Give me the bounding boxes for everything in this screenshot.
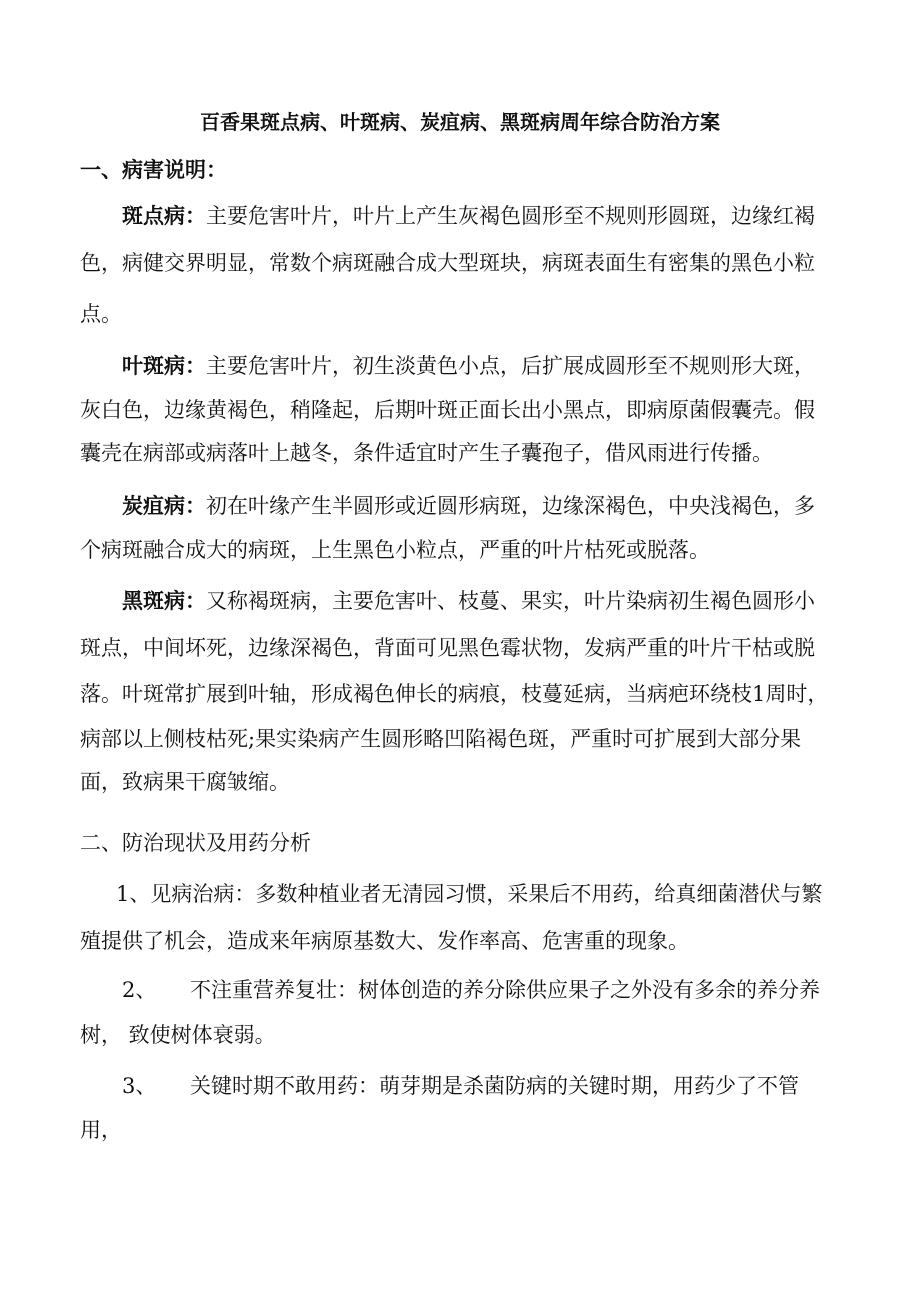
- paragraph-line: 病部以上侧枝枯死;果实染病产生圆形略凹陷褐色斑，严重时可扩展到大部分果: [80, 727, 802, 751]
- list-item-line: 树， 致使树体衰弱。: [80, 1023, 276, 1047]
- document-title: 百香果斑点病、叶斑病、炭疽病、黑斑病周年综合防治方案: [200, 110, 720, 134]
- paragraph-line: [122, 588, 815, 614]
- paragraph-line: 落。叶斑常扩展到叶轴，形成褐色伸长的病痕，枝蔓延病，当病疤环绕枝1周时，: [80, 682, 829, 706]
- list-item-line: [122, 1073, 799, 1099]
- paragraph-line: 斑点，中间坏死，边缘深褐色，背面可见黑色霉状物，发病严重的叶片干枯或脱: [80, 636, 815, 660]
- paragraph-line: 个病斑融合成大的病斑，上生黑色小粒点，严重的叶片枯死或脱落。: [80, 538, 710, 562]
- paragraph-line: [122, 353, 815, 379]
- line-text: 初在叶缘产生半圆形或近圆形病斑，边缘深褐色，中央浅褐色，多: [206, 494, 815, 518]
- section-1-heading: 一、病害说明：: [80, 157, 227, 182]
- list-item-line: [116, 881, 822, 907]
- list-number: 2、: [122, 978, 157, 1002]
- term-label: 炭疽病：: [122, 493, 206, 518]
- paragraph-line: 灰白色，边缘黄褐色，稍隆起，后期叶斑正面长出小黑点，即病原菌假囊壳。假: [80, 398, 815, 422]
- line-text: 主要危害叶片，初生淡黄色小点，后扩展成圆形至不规则形大斑，: [206, 354, 815, 378]
- paragraph-line: 囊壳在病部或病落叶上越冬，条件适宜时产生子囊孢子，借风雨进行传播。: [80, 441, 773, 465]
- line-text: 关键时期不敢用药：萌芽期是杀菌防病的关键时期，用药少了不管: [190, 1074, 799, 1098]
- list-item-line: 殖提供了机会，造成来年病原基数大、发作率高、危害重的现象。: [80, 929, 689, 953]
- term-label: 黑斑病：: [122, 588, 206, 613]
- paragraph-line: 点。: [80, 302, 122, 326]
- list-item-line: 用，: [80, 1118, 122, 1142]
- term-label: 斑点病：: [122, 203, 206, 228]
- paragraph-line: 面，致病果干腐皱缩。: [80, 770, 290, 794]
- list-item-line: [122, 977, 820, 1003]
- paragraph-line: [122, 203, 815, 229]
- paragraph-line: [122, 493, 815, 519]
- line-text: 又称褐斑病，主要危害叶、枝蔓、果实，叶片染病初生褐色圆形小: [206, 589, 815, 613]
- section-2-heading: 二、防治现状及用药分析: [80, 831, 311, 855]
- term-label: 叶斑病：: [122, 353, 206, 378]
- paragraph-line: 色，病健交界明显，常数个病斑融合成大型斑块，病斑表面生有密集的黑色小粒: [80, 251, 815, 275]
- list-number: 3、: [122, 1074, 157, 1098]
- line-text: 不注重营养复壮：树体创造的养分除供应果子之外没有多余的养分养: [190, 978, 820, 1002]
- line-text: 见病治病：多数种植业者无清园习惯，采果后不用药，给真细菌潜伏与繁: [150, 882, 823, 906]
- list-number: 1、: [116, 882, 151, 906]
- line-text: 主要危害叶片，叶片上产生灰褐色圆形至不规则形圆斑，边缘红褐: [206, 204, 815, 228]
